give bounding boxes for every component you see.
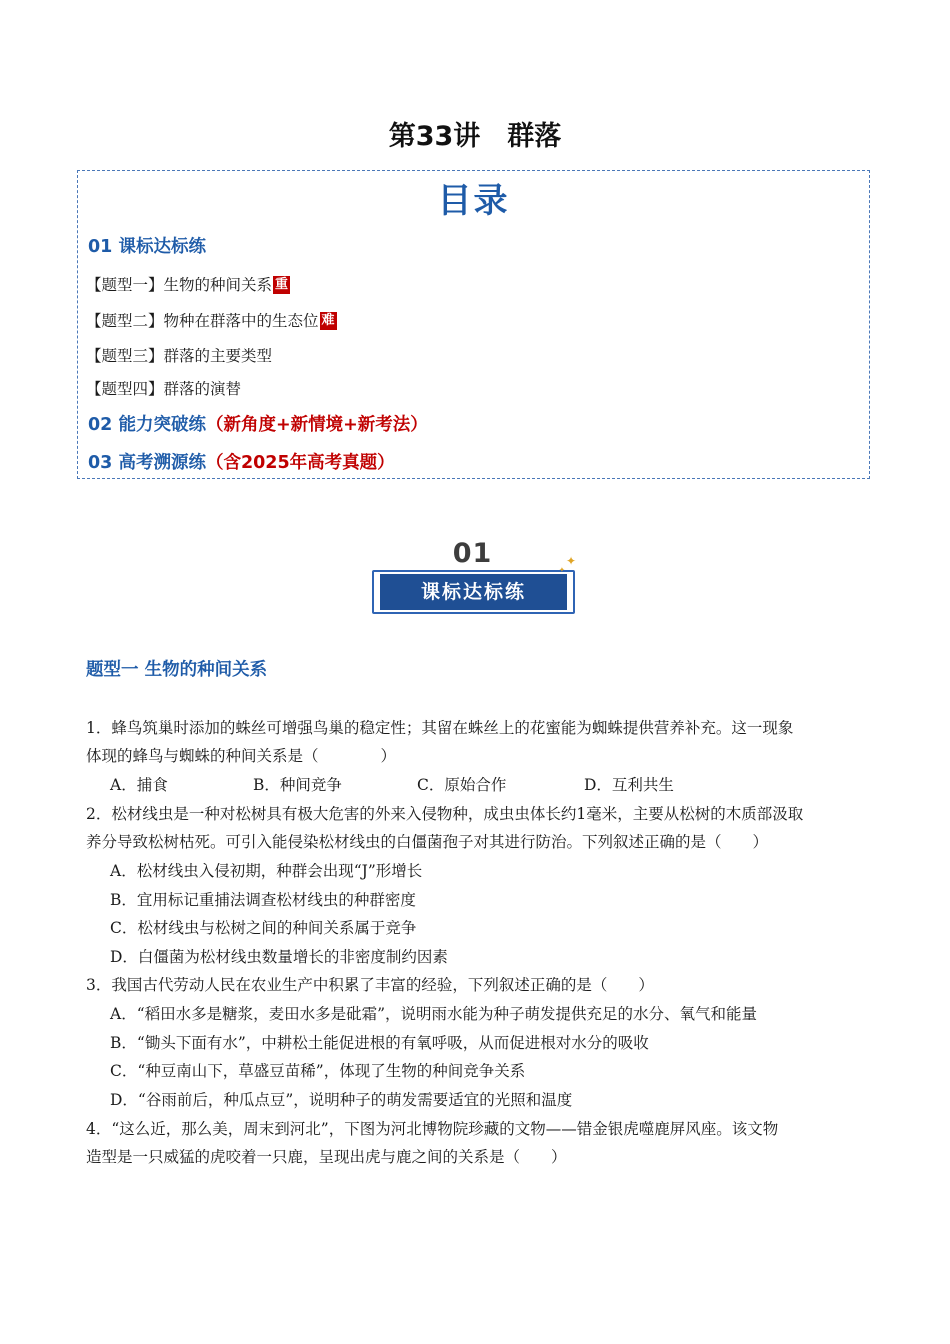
question-3-option-a[interactable]: A．“稻田水多是糖浆，麦田水多是砒霜”，说明雨水能为种子萌发提供充足的水分、氧气和能量 bbox=[110, 1005, 758, 1023]
question-2-stem-cont: 养分导致松树枯死。可引入能侵染松材线虫的白僵菌孢子对其进行防治。下列叙述正确的是（ ） bbox=[86, 833, 769, 851]
question-1-option-d[interactable]: D．互利共生 bbox=[584, 776, 674, 794]
question-4-stem-cont: 造型是一只威猛的虎咬着一只鹿，呈现出虎与鹿之间的关系是（ ） bbox=[86, 1148, 567, 1166]
toc-item-label: 【题型一】生物的种间关系 bbox=[86, 276, 273, 294]
question-3-option-b[interactable]: B．“锄头下面有水”，中耕松土能促进根的有氧呼吸，从而促进根对水分的吸收 bbox=[110, 1034, 649, 1052]
difficult-tag: 难 bbox=[321, 313, 335, 328]
question-2-option-b[interactable]: B．宜用标记重捕法调查松材线虫的种群密度 bbox=[110, 891, 416, 909]
toc-item-label: 【题型四】群落的演替 bbox=[86, 380, 242, 398]
question-1-option-b[interactable]: B．种间竞争 bbox=[253, 776, 342, 794]
section-label: 课标达标练 bbox=[380, 574, 567, 610]
section-number: 01 bbox=[452, 538, 493, 569]
toc-item-type-2[interactable] bbox=[86, 309, 337, 331]
question-type-heading: 题型一 生物的种间关系 bbox=[86, 660, 268, 680]
toc-section-2-label: 02 能力突破练 bbox=[88, 415, 206, 435]
question-3-stem: 3．我国古代劳动人民在农业生产中积累了丰富的经验，下列叙述正确的是（ ） bbox=[86, 976, 654, 994]
question-2-option-c[interactable]: C．松材线虫与松树之间的种间关系属于竞争 bbox=[110, 919, 417, 937]
sparkle-small-icon: ✦ bbox=[559, 566, 565, 574]
table-of-contents bbox=[77, 170, 870, 479]
sparkle-icon: ✦ bbox=[566, 554, 577, 568]
toc-item-type-3[interactable] bbox=[86, 344, 272, 366]
question-1-option-c[interactable]: C．原始合作 bbox=[417, 776, 507, 794]
toc-item-label: 【题型二】物种在群落中的生态位 bbox=[86, 312, 319, 330]
question-1-stem: 1．蜂鸟筑巢时添加的蛛丝可增强鸟巢的稳定性；其留在蛛丝上的花蜜能为蜘蛛提供营养补充。这一现象 bbox=[86, 719, 794, 737]
toc-item-label: 【题型三】群落的主要类型 bbox=[86, 347, 273, 365]
question-2-option-d[interactable]: D．白僵菌为松材线虫数量增长的非密度制约因素 bbox=[110, 948, 448, 966]
section-badge bbox=[370, 538, 585, 618]
question-2-option-a[interactable]: A．松材线虫入侵初期，种群会出现“J”形增长 bbox=[110, 862, 423, 880]
toc-section-2-note: （新角度+新情境+新考法） bbox=[205, 415, 428, 435]
key-point-tag: 重 bbox=[275, 277, 289, 292]
toc-section-2[interactable] bbox=[88, 411, 428, 436]
question-4-stem: 4．“这么近，那么美，周末到河北”，下图为河北博物院珍藏的文物——错金银虎噬鹿屏风座。该文物 bbox=[86, 1120, 779, 1138]
page-title: 第33讲 群落 bbox=[388, 121, 562, 152]
question-3-option-c[interactable]: C．“种豆南山下，草盛豆苗稀”，体现了生物的种间竞争关系 bbox=[110, 1062, 526, 1080]
question-1-option-a[interactable]: A．捕食 bbox=[110, 776, 168, 794]
question-2-stem: 2．松材线虫是一种对松树具有极大危害的外来入侵物种，成虫虫体长约1毫米，主要从松树的木质部汲取 bbox=[86, 805, 804, 823]
toc-section-3-note: （含2025年高考真题） bbox=[205, 453, 395, 473]
toc-item-type-1[interactable] bbox=[86, 273, 290, 295]
question-3-option-d[interactable]: D．“谷雨前后，种瓜点豆”，说明种子的萌发需要适宜的光照和温度 bbox=[110, 1091, 573, 1109]
toc-heading: 目录 bbox=[437, 181, 510, 221]
question-1-stem-cont: 体现的蜂鸟与蜘蛛的种间关系是（ ） bbox=[86, 747, 397, 765]
toc-section-1[interactable]: 01 课标达标练 bbox=[88, 237, 206, 257]
toc-item-type-4[interactable] bbox=[86, 377, 241, 399]
toc-section-3-label: 03 高考溯源练 bbox=[88, 453, 206, 473]
toc-section-3[interactable] bbox=[88, 449, 395, 474]
